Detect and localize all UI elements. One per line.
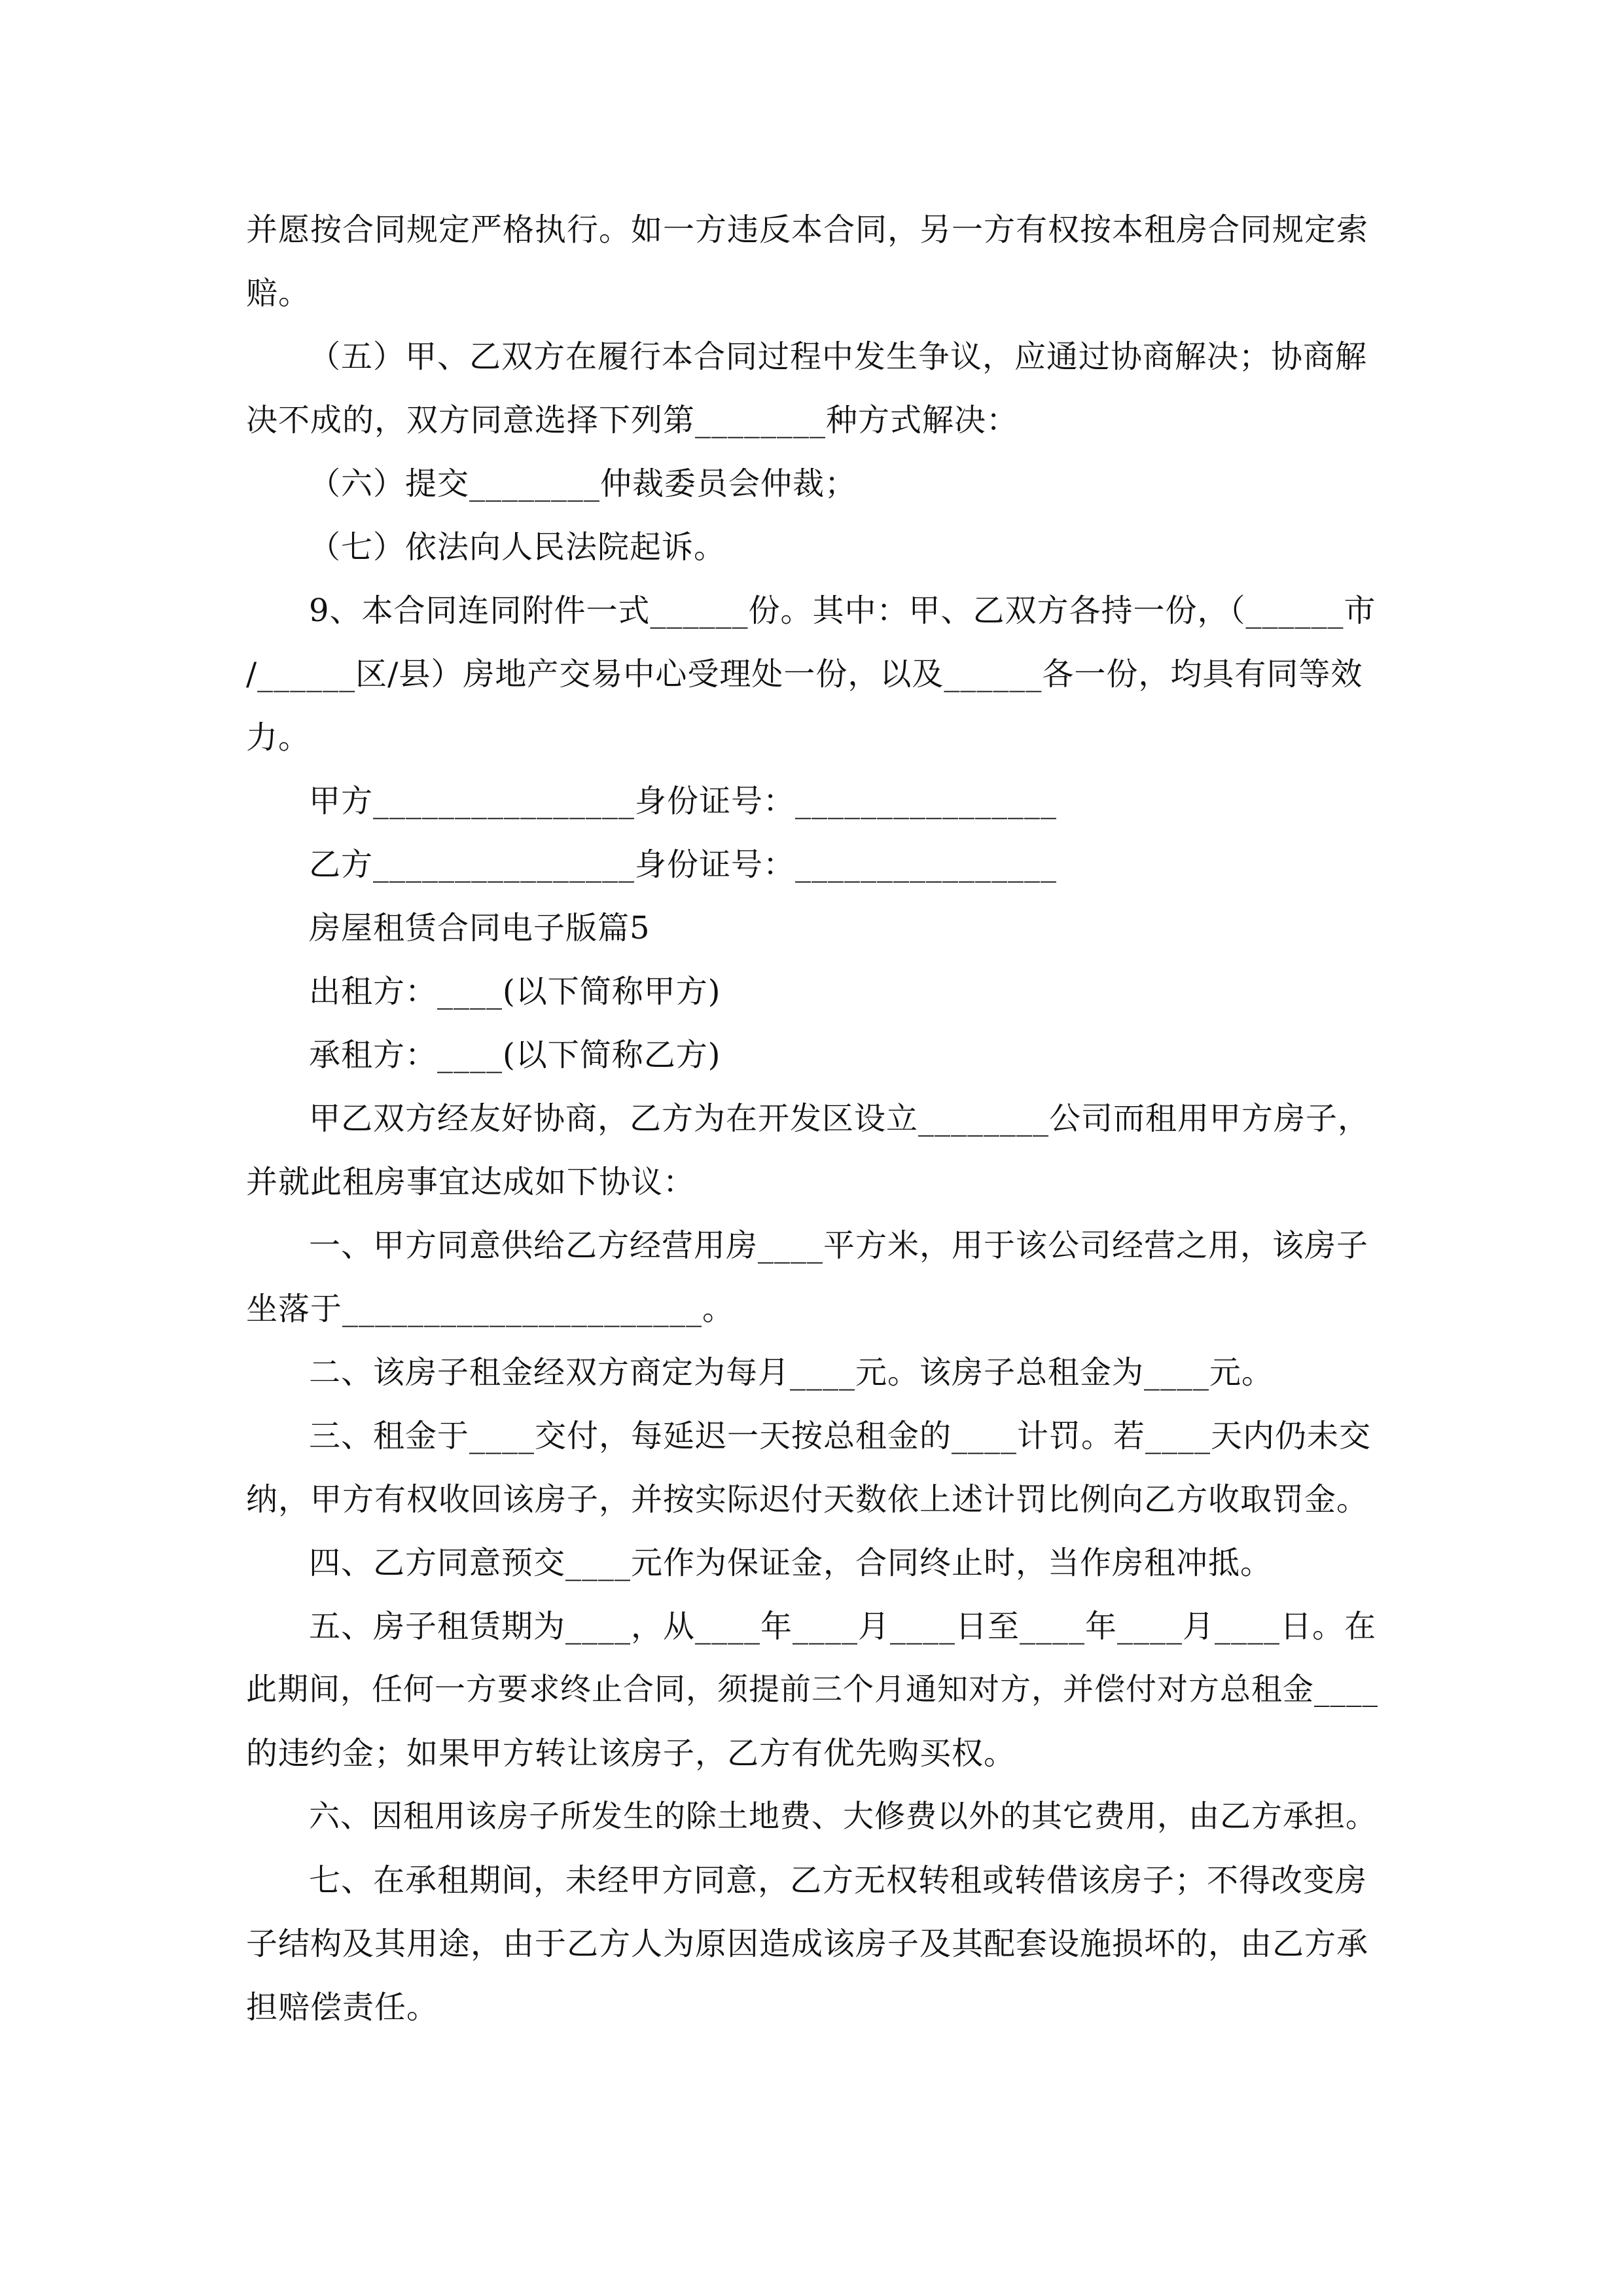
text-line: 坐落于______________________。 [246, 1291, 735, 1327]
text-line: 六、因租用该房子所发生的除土地费、大修费以外的其它费用，由乙方承担。 [309, 1799, 1377, 1835]
text-line: 9、本合同连同附件一式______份。其中：甲、乙双方各持一份，（______市 [309, 592, 1376, 629]
signature-line-party-b: 乙方________________身份证号：________________ [309, 846, 1058, 883]
text-line: 四、乙方同意预交____元作为保证金，合同终止时，当作房租冲抵。 [309, 1545, 1273, 1581]
text-line: 的违约金；如果甲方转让该房子，乙方有优先购买权。 [246, 1735, 1016, 1772]
text-line: 决不成的，双方同意选择下列第________种方式解决： [246, 402, 1019, 439]
text-line: （五）甲、乙双方在履行本合同过程中发生争议，应通过协商解决；协商解 [309, 338, 1368, 375]
text-line: 三、租金于____交付，每延迟一天按总租金的____计罚。若____天内仍未交 [309, 1418, 1372, 1454]
text-line: 并愿按合同规定严格执行。如一方违反本合同，另一方有权按本租房合同规定索 [246, 211, 1369, 248]
text-line: 并就此租房事宜达成如下协议： [246, 1164, 696, 1200]
text-line: 二、该房子租金经双方商定为每月____元。该房子总租金为____元。 [309, 1354, 1274, 1391]
text-line: 出租方：____(以下简称甲方) [309, 973, 721, 1010]
text-line: 力。 [246, 719, 311, 756]
text-line: （六）提交________仲裁委员会仲裁； [309, 465, 857, 502]
text-line: 甲乙双方经友好协商，乙方为在开发区设立________公司而租用甲方房子， [309, 1100, 1370, 1137]
text-line: 赔。 [246, 275, 311, 312]
text-line: 一、甲方同意供给乙方经营用房____平方米，用于该公司经营之用，该房子 [309, 1227, 1369, 1264]
text-line: 纳，甲方有权收回该房子，并按实际迟付天数依上述计罚比例向乙方收取罚金。 [246, 1481, 1369, 1518]
text-line: 此期间，任何一方要求终止合同，须提前三个月通知对方，并偿付对方总租金____ [246, 1672, 1378, 1708]
text-line: 七、在承租期间，未经甲方同意，乙方无权转租或转借该房子；不得改变房 [309, 1862, 1368, 1899]
signature-line-party-a: 甲方________________身份证号：________________ [309, 783, 1058, 819]
text-line: 子结构及其用途，由于乙方人为原因造成该房子及其配套设施损坏的，由乙方承 [246, 1926, 1369, 1962]
section-title: 房屋租赁合同电子版篇5 [309, 910, 651, 946]
text-line: 担赔偿责任。 [246, 1989, 439, 2026]
text-line: 五、房子租赁期为____，从____年____月____日至____年____月____日。在 [309, 1608, 1377, 1645]
text-line: 承租方：____(以下简称乙方) [309, 1037, 721, 1073]
text-line: （七）依法向人民法院起诉。 [309, 529, 726, 565]
text-line: /______区/县）房地产交易中心受理处一份，以及______各一份，均具有同等效 [246, 656, 1363, 692]
